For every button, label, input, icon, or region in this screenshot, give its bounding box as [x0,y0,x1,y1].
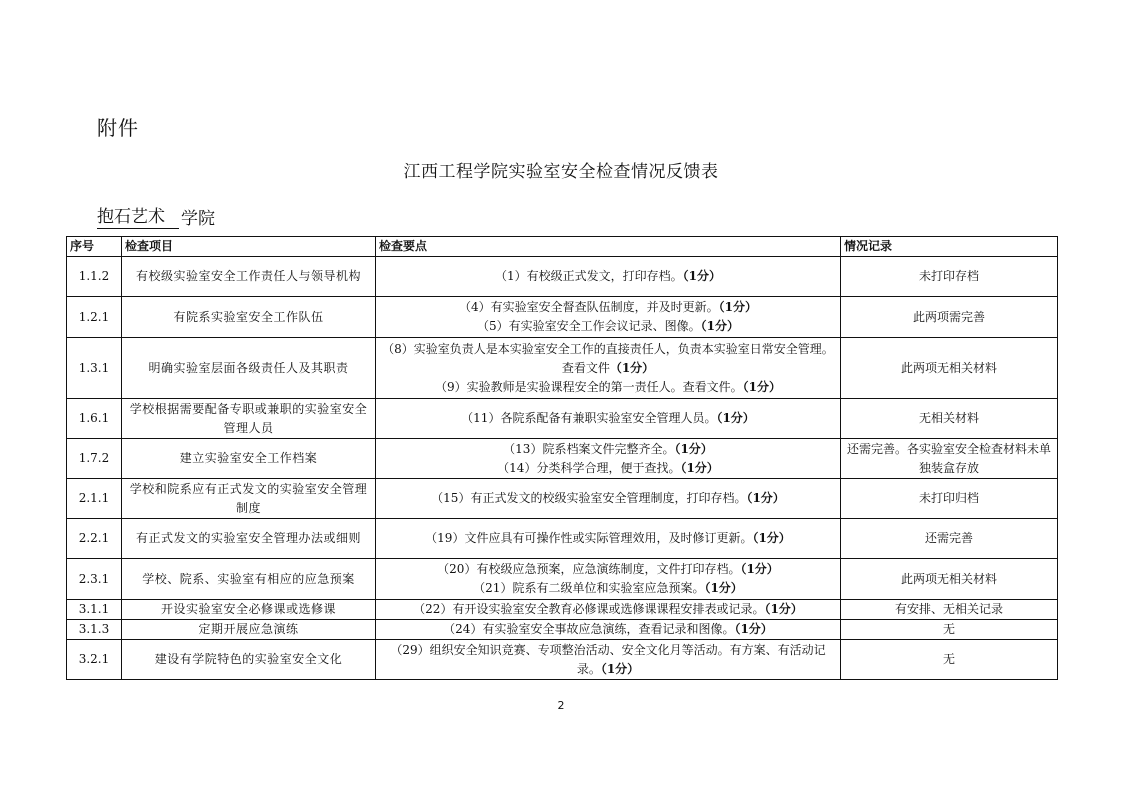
inspection-table [66,236,1058,680]
point-text: （13）院系档案文件完整齐全。 [503,441,675,456]
point-line [379,600,837,619]
point-text: （1）有校级正式发文，打印存档。 [495,269,683,283]
point-score: （1分） [600,661,640,676]
row-item: 开设实验室安全必修课或选修课 [122,600,376,620]
row-points [376,479,841,519]
point-score: （1分） [718,300,757,314]
table-header-row [67,237,1058,257]
row-points [376,620,841,640]
row-record: 未打印存档 [841,257,1058,297]
table-body [67,257,1058,680]
table-row [67,399,1058,439]
row-no: 2.3.1 [67,559,122,600]
point-text: （15）有正式发文的校级实验室安全管理制度，打印存档。 [431,491,747,505]
point-line [379,378,837,397]
point-text: （8）实验室负责人是本实验室安全工作的直接责任人，负责本实验室日常安全管理。查看文件 [382,341,834,375]
row-no: 1.1.2 [67,257,122,297]
point-line [379,317,837,336]
header-item: 检查项目 [122,237,376,257]
row-record: 此两项无相关材料 [841,338,1058,399]
row-points [376,439,841,479]
point-line [379,440,837,459]
point-text: （4）有实验室安全督查队伍制度，并及时更新。 [459,300,719,314]
point-text: （19）文件应具有可操作性或实际管理效用，及时修订更新。 [425,531,753,545]
point-text: （14）分类科学合理，便于查找。 [497,460,681,475]
point-line [379,560,837,579]
point-score: （1分） [674,441,713,456]
point-score: （1分） [704,581,743,595]
row-record: 还需完善。各实验室安全检查材料未单独装盒存放 [841,439,1058,479]
point-score: （1分） [680,460,719,475]
row-points [376,640,841,680]
row-points [376,519,841,559]
row-points [376,257,841,297]
row-points [376,559,841,600]
row-record: 此两项无相关材料 [841,559,1058,600]
row-no: 2.2.1 [67,519,122,559]
row-item: 建立实验室安全工作档案 [122,439,376,479]
point-line [379,459,837,478]
point-text: （21）院系有二级单位和实验室应急预案。 [473,581,705,595]
header-points: 检查要点 [376,237,841,257]
point-line [379,409,837,428]
point-score: （1分） [752,531,791,545]
row-points [376,600,841,620]
table-row [67,297,1058,338]
attachment-label: 附件 [97,116,139,140]
point-score: （1分） [746,491,785,505]
row-no: 3.1.1 [67,600,122,620]
point-line [379,620,837,639]
point-text: （5）有实验室安全工作会议记录、图像。 [477,319,701,333]
point-text: （29）组织安全知识竞赛、专项整治活动、安全文化月等活动。有方案、有活动记录。 [390,642,826,676]
row-item: 学校和院系应有正式发文的实验室安全管理制度 [122,479,376,519]
point-score: （1分） [682,269,721,283]
row-item: 有校级实验室安全工作责任人与领导机构 [122,257,376,297]
point-line [379,529,837,548]
point-line [379,267,837,286]
college-name: 抱石艺术 [97,202,179,229]
row-no: 1.3.1 [67,338,122,399]
table-row [67,338,1058,399]
row-no: 1.2.1 [67,297,122,338]
point-text: （11）各院系配备有兼职实验室安全管理人员。 [461,411,717,425]
row-record: 无 [841,620,1058,640]
point-text: （20）有校级应急预案，应急演练制度，文件打印存档。 [437,562,741,576]
table-row [67,559,1058,600]
table-row [67,257,1058,297]
row-no: 3.2.1 [67,640,122,680]
table-row [67,439,1058,479]
row-points [376,399,841,439]
point-score: （1分） [742,379,781,394]
row-item: 有正式发文的实验室安全管理办法或细则 [122,519,376,559]
row-no: 3.1.3 [67,620,122,640]
row-item: 建设有学院特色的实验室安全文化 [122,640,376,680]
header-no: 序号 [67,237,122,257]
table-row [67,620,1058,640]
header-record: 情况记录 [841,237,1058,257]
row-item: 学校、院系、实验室有相应的应急预案 [122,559,376,600]
row-no: 1.6.1 [67,399,122,439]
college-line [97,202,215,229]
page-number: 2 [557,699,565,712]
point-score: （1分） [740,562,779,576]
row-record: 无相关材料 [841,399,1058,439]
row-item: 有院系实验室安全工作队伍 [122,297,376,338]
point-score: （1分） [764,602,803,616]
point-text: （24）有实验室安全事故应急演练，查看记录和图像。 [443,622,735,636]
point-line [379,489,837,508]
college-suffix: 学院 [181,209,215,229]
table-row [67,600,1058,620]
row-points [376,297,841,338]
row-record: 此两项需完善 [841,297,1058,338]
row-item: 定期开展应急演练 [122,620,376,640]
table-row [67,640,1058,680]
row-record: 还需完善 [841,519,1058,559]
row-item: 明确实验室层面各级责任人及其职责 [122,338,376,399]
page-title: 江西工程学院实验室安全检查情况反馈表 [403,162,719,182]
point-score: （1分） [734,622,773,636]
point-line [379,641,837,679]
row-record: 未打印归档 [841,479,1058,519]
point-score: （1分） [609,360,655,375]
point-line [379,579,837,598]
row-no: 2.1.1 [67,479,122,519]
table-row [67,479,1058,519]
point-score: （1分） [716,411,755,425]
row-record: 无 [841,640,1058,680]
row-record: 有安排、无相关记录 [841,600,1058,620]
point-score: （1分） [700,319,739,333]
point-line [379,298,837,317]
point-line [379,340,837,378]
point-text: （22）有开设实验室安全教育必修课或选修课课程安排表或记录。 [413,602,765,616]
table-row [67,519,1058,559]
row-item: 学校根据需要配备专职或兼职的实验室安全管理人员 [122,399,376,439]
row-no: 1.7.2 [67,439,122,479]
point-text: （9）实验教师是实验课程安全的第一责任人。查看文件。 [435,379,743,394]
row-points [376,338,841,399]
